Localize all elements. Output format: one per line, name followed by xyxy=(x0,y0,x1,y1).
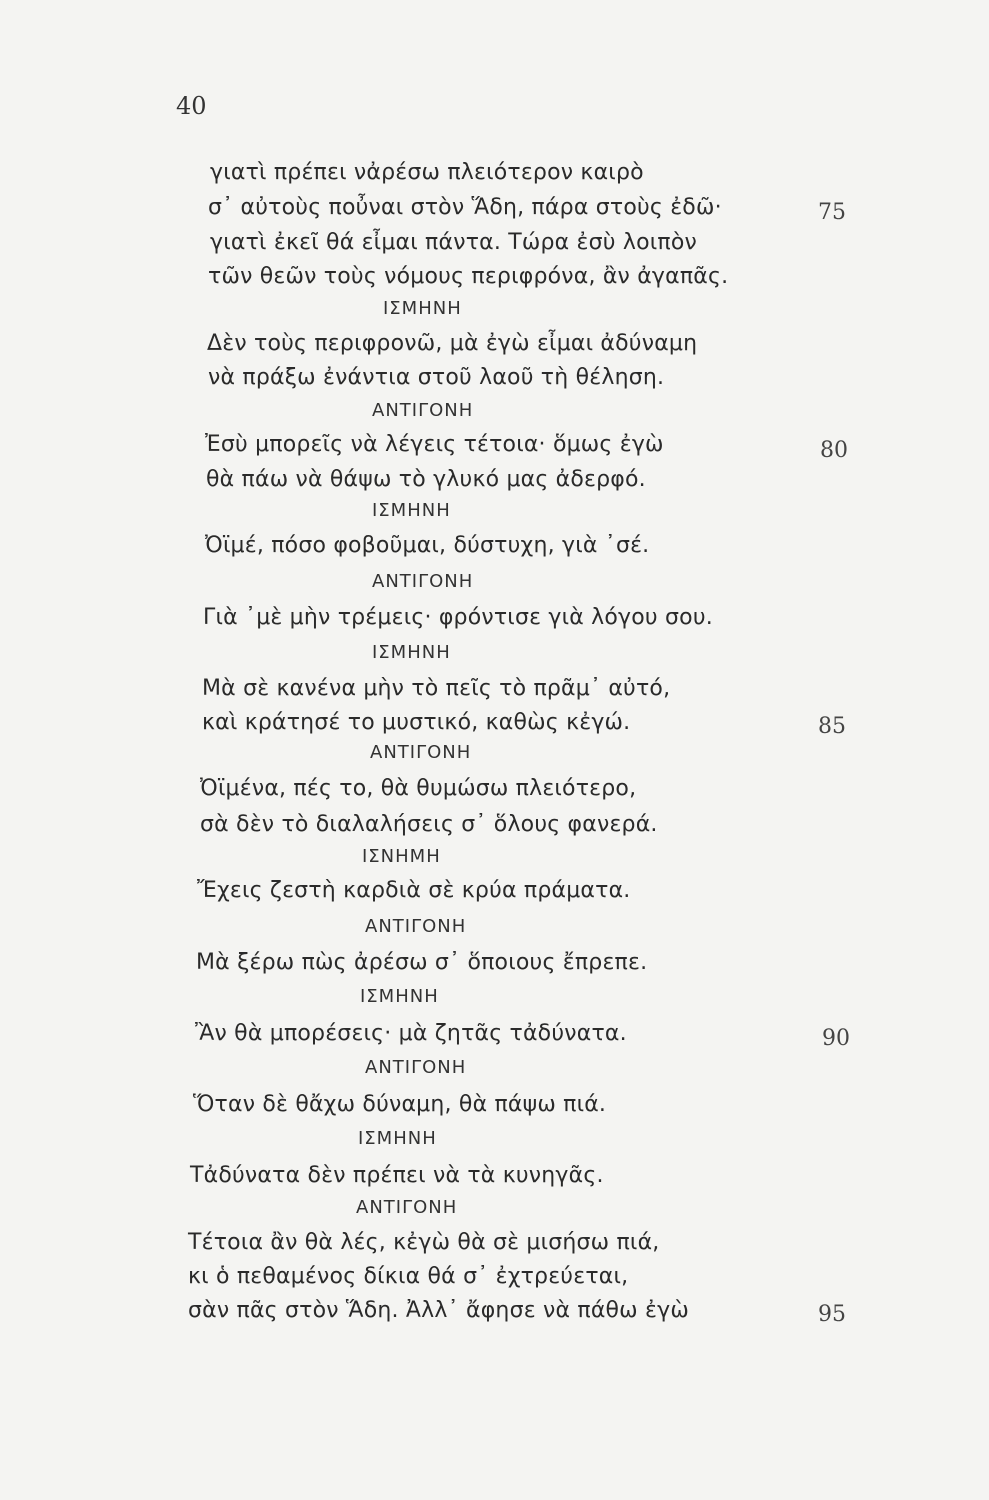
verse-line: γιατὶ ἐκεῖ θά εἶμαι πάντα. Τώρα ἐσὺ λοιπὸν xyxy=(210,230,698,255)
speaker-name: ΑΝΤΙΓΟΝΗ xyxy=(370,742,472,763)
verse-line: Ἔχεις ζεστὴ καρδιὰ σὲ κρύα πράματα. xyxy=(197,878,631,903)
speaker-name: ΑΝΤΙΓΟΝΗ xyxy=(365,916,467,937)
line-number: 75 xyxy=(818,200,846,225)
page-number: 40 xyxy=(176,92,207,120)
verse-line: Μὰ σὲ κανένα μὴν τὸ πεῖς τὸ πρᾶμ᾿ αὐτό, xyxy=(202,676,671,701)
line-number: 95 xyxy=(818,1302,846,1327)
verse-line: Ὀϊμένα, πές το, θὰ θυμώσω πλειότερο, xyxy=(200,776,637,801)
verse-line: γιατὶ πρέπει νἀρέσω πλειότερον καιρὸ xyxy=(210,160,644,185)
verse-line: νὰ πράξω ἐνάντια στοῦ λαοῦ τὴ θέληση. xyxy=(208,365,665,390)
verse-line: σὰ δὲν τὸ διαλαλήσεις σ᾿ ὅλους φανερά. xyxy=(200,812,658,837)
verse-line: Ἂν θὰ μπορέσεις· μὰ ζητᾶς τἀδύνατα. xyxy=(195,1021,627,1046)
speaker-name: ΑΝΤΙΓΟΝΗ xyxy=(372,571,474,592)
verse-line: Ὀϊμέ, πόσο φοβοῦμαι, δύστυχη, γιὰ ᾿σέ. xyxy=(205,533,650,558)
verse-line: κι ὁ πεθαμένος δίκια θά σ᾿ ἐχτρεύεται, xyxy=(188,1264,629,1289)
verse-line: καὶ κράτησέ το μυστικό, καθὼς κἐγώ. xyxy=(202,710,631,735)
verse-line: σὰν πᾶς στὸν Ἅδη. Ἀλλ᾿ ἄφησε νὰ πάθω ἐγὼ xyxy=(188,1298,689,1323)
speaker-name: ΑΝΤΙΓΟΝΗ xyxy=(372,400,474,421)
verse-line: Δὲν τοὺς περιφρονῶ, μὰ ἐγὼ εἶμαι ἀδύναμη xyxy=(207,331,698,356)
speaker-name: ΑΝΤΙΓΟΝΗ xyxy=(365,1057,467,1078)
speaker-name: ΙΣΜΗΝΗ xyxy=(383,298,462,319)
verse-line: θὰ πάω νὰ θάψω τὸ γλυκό μας ἀδερφό. xyxy=(206,467,646,492)
verse-line: Γιὰ ᾿μὲ μὴν τρέμεις· φρόντισε γιὰ λόγου σου. xyxy=(203,605,713,630)
verse-line: Τἀδύνατα δὲν πρέπει νὰ τὰ κυνηγᾶς. xyxy=(190,1163,604,1188)
verse-line: Ὅταν δὲ θἄχω δύναμη, θὰ πάψω πιά. xyxy=(193,1092,607,1117)
speaker-name: ΙΣΝΗΜΗ xyxy=(362,846,441,867)
line-number: 85 xyxy=(818,714,846,739)
verse-line: σ᾿ αὐτοὺς ποὖναι στὸν Ἅδη, πάρα στοὺς ἐδῶ· xyxy=(208,195,722,220)
verse-line: Μὰ ξέρω πὼς ἀρέσω σ᾿ ὅποιους ἔπρεπε. xyxy=(196,950,648,975)
speaker-name: ΙΣΜΗΝΗ xyxy=(360,986,439,1007)
line-number: 90 xyxy=(822,1026,850,1051)
verse-line: Τέτοια ἂν θὰ λές, κἐγὼ θὰ σὲ μισήσω πιά, xyxy=(188,1230,660,1255)
verse-line: Ἐσὺ μπορεῖς νὰ λέγεις τέτοια· ὅμως ἐγὼ xyxy=(205,432,664,457)
verse-line: τῶν θεῶν τοὺς νόμους περιφρόνα, ἂν ἀγαπᾶς. xyxy=(208,264,729,289)
speaker-name: ΙΣΜΗΝΗ xyxy=(372,642,451,663)
speaker-name: ΑΝΤΙΓΟΝΗ xyxy=(356,1197,458,1218)
speaker-name: ΙΣΜΗΝΗ xyxy=(372,500,451,521)
speaker-name: ΙΣΜΗΝΗ xyxy=(358,1128,437,1149)
line-number: 80 xyxy=(820,438,848,463)
